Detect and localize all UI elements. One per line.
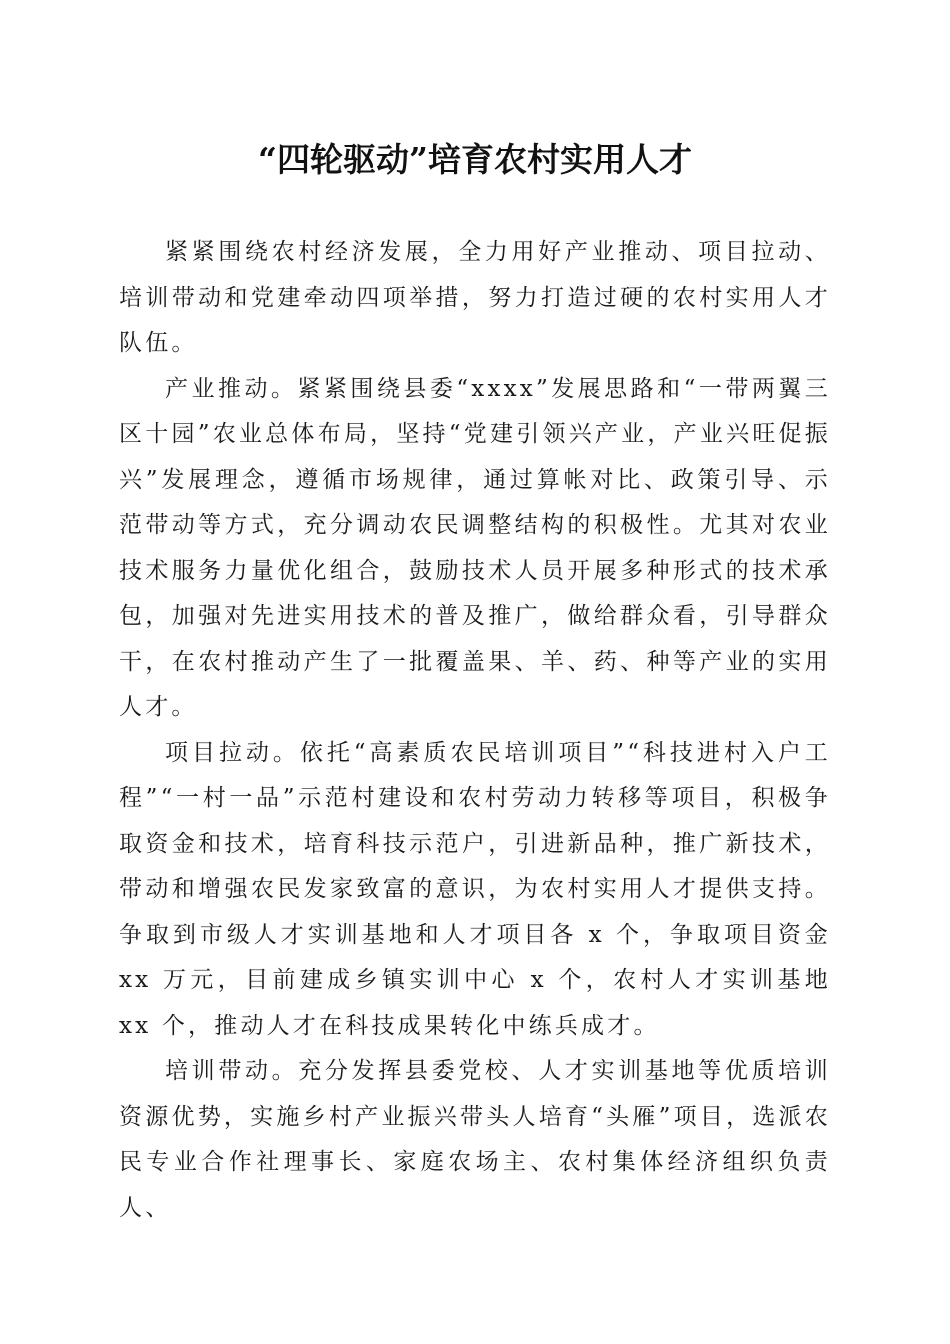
document-title: “四轮驱动”培育农村实用人才 <box>258 140 692 179</box>
paragraph-industry: 产业推动。紧紧围绕县委“xxxx”发展思路和“一带两翼三区十园”农业总体布局，坚持“党建引领兴产业，产业兴旺促振兴”发展理念，遵循市场规律，通过算帐对比、政策引导、示范带动等方式，充分调动农民调整结构的积极性。尤其对农业技术服务力量优化组合，鼓励技术人员开展多种形式的技术承包，加强对先进实用技术的普及推广，做给群众看，引导群众干，在农村推动产生了一批覆盖果、羊、药、种等产业的实用人才。 <box>119 375 831 720</box>
paragraph-intro: 紧紧围绕农村经济发展，全力用好产业推动、项目拉动、培训带动和党建牵动四项举措，努力打造过硬的农村实用人才队伍。 <box>119 239 831 356</box>
paragraph-training: 培训带动。充分发挥县委党校、人才实训基地等优质培训资源优势，实施乡村产业振兴带头人培育“头雁”项目，选派农民专业合作社理事长、家庭农场主、农村集体经济组织负责人、 <box>119 1058 831 1221</box>
paragraph-project: 项目拉动。依托“高素质农民培训项目”“科技进村入户工程”“一村一品”示范村建设和农村劳动力转移等项目，积极争取资金和技术，培育科技示范户，引进新品种，推广新技术，带动和增强农民发家致富的意识，为农村实用人才提供支持。争取到市级人才实训基地和人才项目各 x 个，争取项目资金 xx 万元，目前建成乡镇实训中心 x 个，农村人才实训基地 xx 个，推动人才在科技成果转化中练兵成才。 <box>119 739 831 1039</box>
document-body <box>119 230 831 1231</box>
